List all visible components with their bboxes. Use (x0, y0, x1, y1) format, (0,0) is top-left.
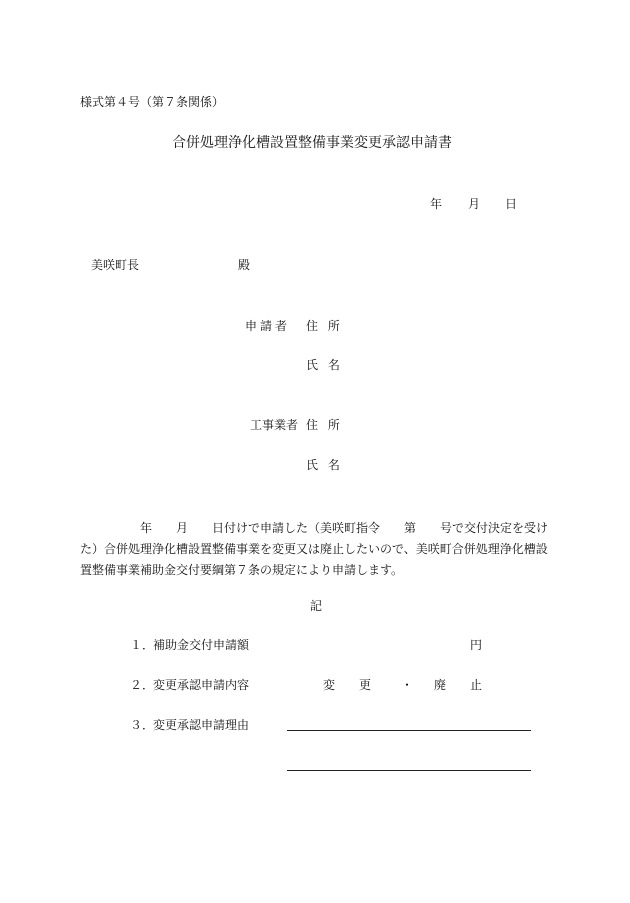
item-1-label: 補助金交付申請額 (153, 638, 250, 652)
addressee-name: 美咲町長 (91, 258, 140, 272)
contractor-label: 工事業者 (250, 418, 299, 432)
reason-underline-1 (287, 730, 531, 731)
addressee-honorific: 殿 (238, 258, 251, 272)
applicant-name-label: 氏 名 (306, 358, 343, 372)
applicant-label: 申請者 (245, 319, 291, 333)
item-1-unit: 円 (470, 638, 483, 652)
item-2-number: ２． (130, 678, 155, 692)
reason-underline-2 (287, 770, 531, 771)
item-2-separator: ・ (401, 678, 414, 692)
body-line-2: た）合併処理浄化槽設置整備事業を変更又は廃止したいので、美咲町合併処理浄化槽設 (80, 542, 548, 556)
body-line-1: 年 月 日付けで申請した（美咲町指令 第 号で交付決定を受け (80, 521, 549, 535)
item-2-option-change: 変 更 (323, 678, 372, 692)
document-title: 合併処理浄化槽設置整備事業変更承認申請書 (172, 135, 452, 151)
contractor-address-label: 住 所 (306, 418, 343, 432)
date-month-label: 月 (468, 197, 481, 211)
date-day-label: 日 (505, 197, 518, 211)
contractor-name-label: 氏 名 (306, 458, 343, 472)
item-3-number: ３． (130, 718, 155, 732)
form-number: 様式第４号（第７条関係） (80, 95, 225, 109)
body-line-3: 置整備事業補助金交付要綱第７条の規定により申請します。 (80, 563, 404, 577)
item-2-label: 変更承認申請内容 (153, 678, 250, 692)
date-year-label: 年 (430, 197, 443, 211)
item-1-number: １． (130, 638, 155, 652)
item-2-option-abolish: 廃 止 (434, 678, 483, 692)
record-heading: 記 (310, 599, 323, 613)
body-paragraph (80, 518, 555, 581)
item-3-label: 変更承認申請理由 (153, 718, 250, 732)
applicant-address-label: 住 所 (306, 319, 343, 333)
